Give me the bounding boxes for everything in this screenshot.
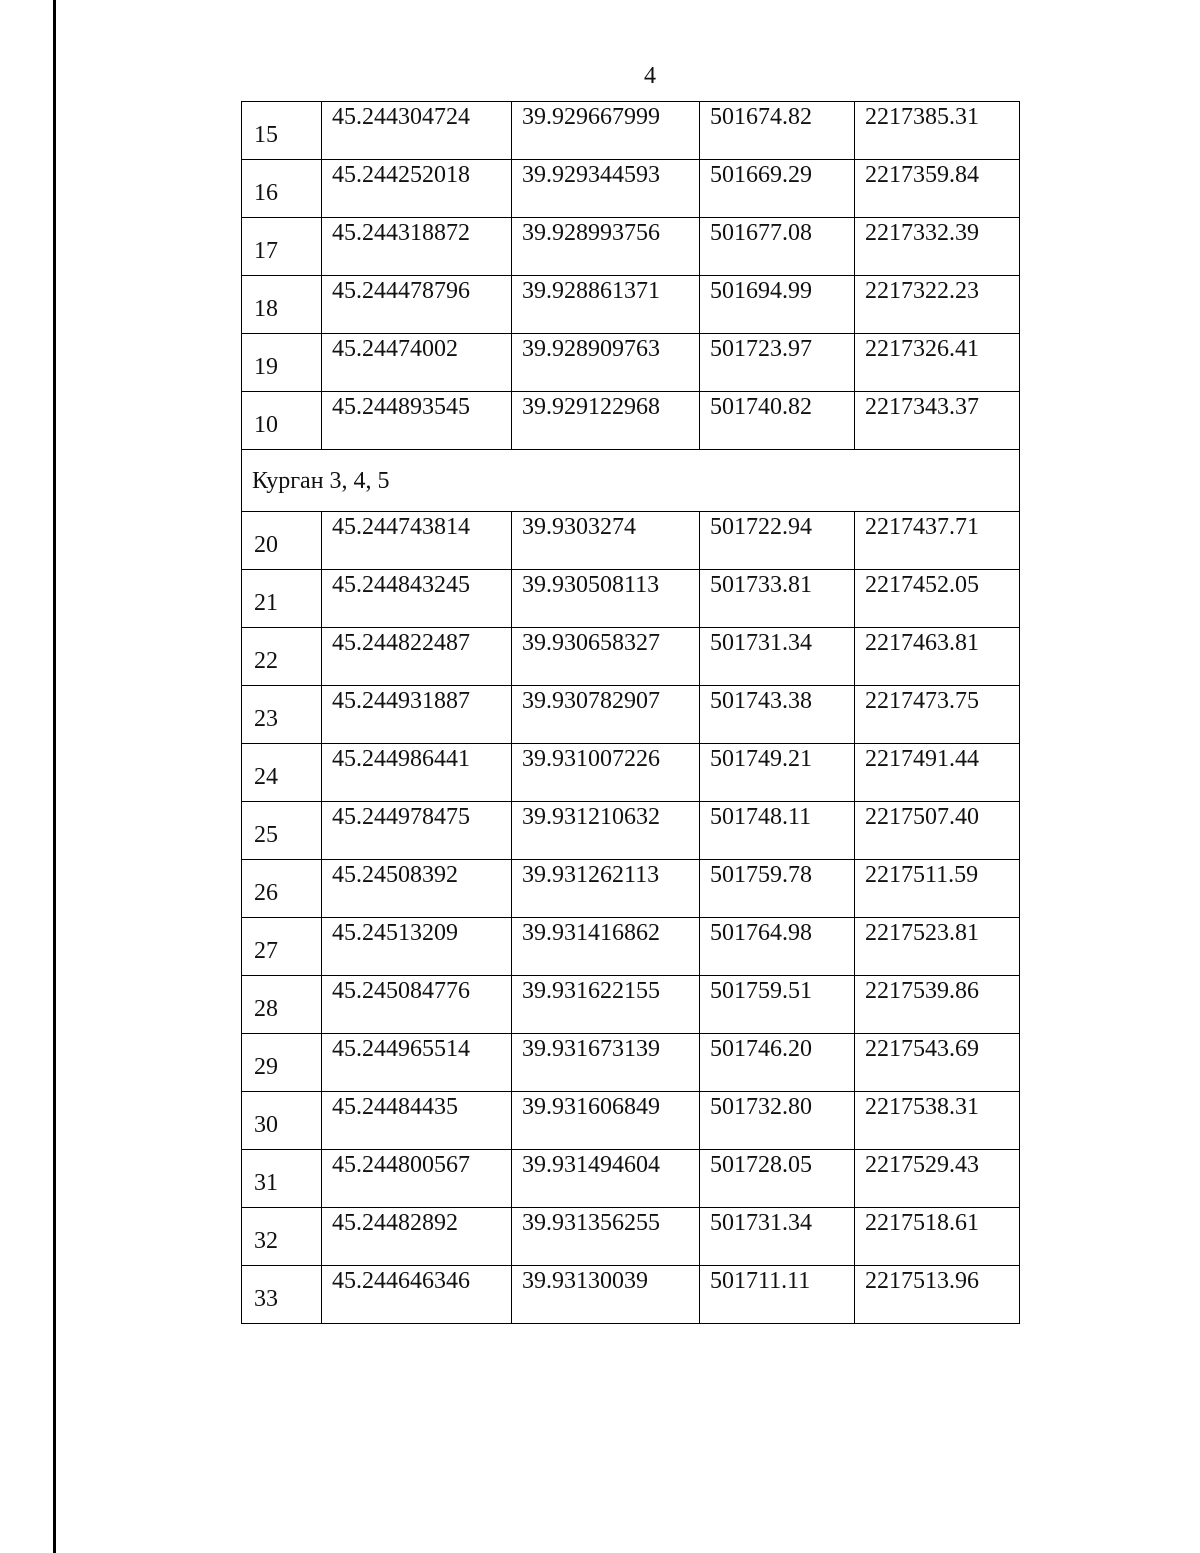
cell-coord-y: 2217343.37 xyxy=(855,392,1020,450)
cell-coord-x: 501731.34 xyxy=(700,1208,855,1266)
cell-latitude: 45.244893545 xyxy=(322,392,512,450)
table-row xyxy=(242,570,1020,628)
cell-point-number: 23 xyxy=(242,686,322,744)
table-row xyxy=(242,918,1020,976)
cell-coord-x: 501731.34 xyxy=(700,628,855,686)
table-row xyxy=(242,744,1020,802)
cell-longitude: 39.931622155 xyxy=(512,976,700,1034)
cell-coord-y: 2217491.44 xyxy=(855,744,1020,802)
table-row xyxy=(242,1208,1020,1266)
cell-point-number: 18 xyxy=(242,276,322,334)
cell-coord-x: 501740.82 xyxy=(700,392,855,450)
cell-coord-x: 501759.78 xyxy=(700,860,855,918)
section-label: Курган 3, 4, 5 xyxy=(242,450,1020,512)
cell-coord-y: 2217513.96 xyxy=(855,1266,1020,1324)
cell-coord-y: 2217322.23 xyxy=(855,276,1020,334)
cell-point-number: 19 xyxy=(242,334,322,392)
cell-longitude: 39.931673139 xyxy=(512,1034,700,1092)
cell-latitude: 45.244646346 xyxy=(322,1266,512,1324)
cell-coord-x: 501669.29 xyxy=(700,160,855,218)
cell-coord-y: 2217511.59 xyxy=(855,860,1020,918)
table-row xyxy=(242,1266,1020,1324)
cell-longitude: 39.931356255 xyxy=(512,1208,700,1266)
cell-coord-x: 501694.99 xyxy=(700,276,855,334)
cell-coord-y: 2217538.31 xyxy=(855,1092,1020,1150)
table-row xyxy=(242,276,1020,334)
cell-latitude: 45.245084776 xyxy=(322,976,512,1034)
cell-coord-x: 501677.08 xyxy=(700,218,855,276)
table-row xyxy=(242,976,1020,1034)
cell-latitude: 45.244822487 xyxy=(322,628,512,686)
cell-latitude: 45.244318872 xyxy=(322,218,512,276)
table-row xyxy=(242,392,1020,450)
cell-longitude: 39.93130039 xyxy=(512,1266,700,1324)
cell-longitude: 39.931606849 xyxy=(512,1092,700,1150)
cell-coord-x: 501711.11 xyxy=(700,1266,855,1324)
cell-coord-y: 2217473.75 xyxy=(855,686,1020,744)
cell-latitude: 45.24508392 xyxy=(322,860,512,918)
cell-coord-x: 501748.11 xyxy=(700,802,855,860)
cell-coord-y: 2217529.43 xyxy=(855,1150,1020,1208)
cell-latitude: 45.244931887 xyxy=(322,686,512,744)
cell-point-number: 25 xyxy=(242,802,322,860)
cell-coord-x: 501743.38 xyxy=(700,686,855,744)
table-row xyxy=(242,512,1020,570)
cell-latitude: 45.244478796 xyxy=(322,276,512,334)
coordinates-table-body xyxy=(242,102,1020,1324)
cell-latitude: 45.244743814 xyxy=(322,512,512,570)
cell-latitude: 45.244800567 xyxy=(322,1150,512,1208)
table-row xyxy=(242,860,1020,918)
cell-point-number: 27 xyxy=(242,918,322,976)
cell-longitude: 39.929122968 xyxy=(512,392,700,450)
cell-coord-x: 501733.81 xyxy=(700,570,855,628)
cell-coord-y: 2217332.39 xyxy=(855,218,1020,276)
cell-latitude: 45.24484435 xyxy=(322,1092,512,1150)
cell-longitude: 39.930782907 xyxy=(512,686,700,744)
cell-point-number: 16 xyxy=(242,160,322,218)
cell-longitude: 39.930508113 xyxy=(512,570,700,628)
table-row xyxy=(242,802,1020,860)
cell-latitude: 45.24482892 xyxy=(322,1208,512,1266)
table-row xyxy=(242,1150,1020,1208)
scan-edge-line xyxy=(53,0,56,1553)
cell-point-number: 33 xyxy=(242,1266,322,1324)
table-row xyxy=(242,334,1020,392)
table-row xyxy=(242,686,1020,744)
cell-coord-y: 2217452.05 xyxy=(855,570,1020,628)
cell-point-number: 28 xyxy=(242,976,322,1034)
table-row xyxy=(242,102,1020,160)
cell-point-number: 29 xyxy=(242,1034,322,1092)
cell-latitude: 45.24513209 xyxy=(322,918,512,976)
cell-longitude: 39.929344593 xyxy=(512,160,700,218)
cell-point-number: 17 xyxy=(242,218,322,276)
cell-coord-y: 2217539.86 xyxy=(855,976,1020,1034)
cell-point-number: 31 xyxy=(242,1150,322,1208)
cell-coord-y: 2217385.31 xyxy=(855,102,1020,160)
table-row xyxy=(242,218,1020,276)
cell-point-number: 24 xyxy=(242,744,322,802)
cell-coord-x: 501764.98 xyxy=(700,918,855,976)
cell-point-number: 26 xyxy=(242,860,322,918)
page-number: 4 xyxy=(644,63,656,89)
cell-coord-x: 501749.21 xyxy=(700,744,855,802)
cell-coord-x: 501722.94 xyxy=(700,512,855,570)
cell-coord-x: 501732.80 xyxy=(700,1092,855,1150)
cell-longitude: 39.931210632 xyxy=(512,802,700,860)
cell-point-number: 32 xyxy=(242,1208,322,1266)
cell-latitude: 45.244252018 xyxy=(322,160,512,218)
table-row xyxy=(242,628,1020,686)
cell-coord-y: 2217507.40 xyxy=(855,802,1020,860)
cell-longitude: 39.9303274 xyxy=(512,512,700,570)
cell-latitude: 45.244978475 xyxy=(322,802,512,860)
cell-coord-y: 2217359.84 xyxy=(855,160,1020,218)
cell-coord-x: 501759.51 xyxy=(700,976,855,1034)
cell-coord-y: 2217326.41 xyxy=(855,334,1020,392)
cell-latitude: 45.244986441 xyxy=(322,744,512,802)
cell-latitude: 45.244304724 xyxy=(322,102,512,160)
cell-coord-x: 501746.20 xyxy=(700,1034,855,1092)
cell-point-number: 21 xyxy=(242,570,322,628)
cell-coord-x: 501723.97 xyxy=(700,334,855,392)
table-row xyxy=(242,160,1020,218)
cell-longitude: 39.928993756 xyxy=(512,218,700,276)
cell-point-number: 20 xyxy=(242,512,322,570)
cell-coord-y: 2217437.71 xyxy=(855,512,1020,570)
cell-longitude: 39.931007226 xyxy=(512,744,700,802)
table-row xyxy=(242,1092,1020,1150)
cell-longitude: 39.931262113 xyxy=(512,860,700,918)
cell-coord-y: 2217543.69 xyxy=(855,1034,1020,1092)
cell-coord-x: 501674.82 xyxy=(700,102,855,160)
table-row xyxy=(242,1034,1020,1092)
cell-point-number: 30 xyxy=(242,1092,322,1150)
cell-coord-y: 2217463.81 xyxy=(855,628,1020,686)
cell-point-number: 10 xyxy=(242,392,322,450)
coordinates-table xyxy=(241,101,1020,1324)
cell-coord-y: 2217518.61 xyxy=(855,1208,1020,1266)
cell-coord-x: 501728.05 xyxy=(700,1150,855,1208)
cell-latitude: 45.24474002 xyxy=(322,334,512,392)
section-row xyxy=(242,450,1020,512)
cell-longitude: 39.931416862 xyxy=(512,918,700,976)
cell-longitude: 39.928909763 xyxy=(512,334,700,392)
cell-longitude: 39.928861371 xyxy=(512,276,700,334)
cell-latitude: 45.244965514 xyxy=(322,1034,512,1092)
cell-point-number: 22 xyxy=(242,628,322,686)
cell-longitude: 39.931494604 xyxy=(512,1150,700,1208)
cell-coord-y: 2217523.81 xyxy=(855,918,1020,976)
cell-longitude: 39.929667999 xyxy=(512,102,700,160)
cell-latitude: 45.244843245 xyxy=(322,570,512,628)
cell-longitude: 39.930658327 xyxy=(512,628,700,686)
cell-point-number: 15 xyxy=(242,102,322,160)
